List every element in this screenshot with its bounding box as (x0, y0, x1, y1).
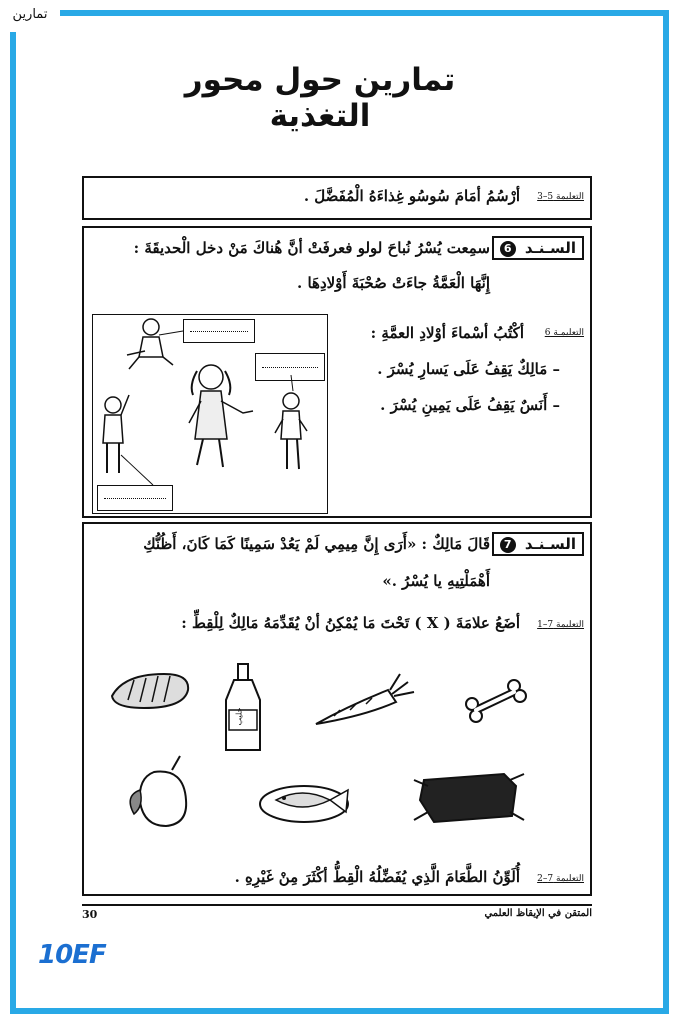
page-number: 30 (82, 908, 98, 921)
fruit-icon (130, 756, 186, 826)
children-picture (92, 314, 328, 514)
instruction-5-3-text: أرْسُمُ أمَامَ سُوسُو غِذاءَهُ الْمُفَضَّلَ . (303, 187, 520, 205)
carrot-icon (316, 674, 414, 724)
sanad-6-box (82, 226, 592, 518)
bottle-label: حليب (234, 707, 244, 726)
bread-icon (112, 674, 188, 708)
book-title: المتقن في الإيقاظ العلمي (484, 908, 592, 919)
worksheet (82, 176, 592, 926)
footer-rule (82, 904, 592, 906)
instruction-6-label: التعليمـة 6 (544, 328, 584, 338)
sanad-6-badge (492, 236, 584, 260)
corner-tag: تمارين (0, 0, 60, 32)
instruction-6-item1: – مَالِكٌ يَقِفُ عَلَى يَسارِ يُسْرَ . (377, 360, 560, 378)
bone-icon (466, 680, 526, 722)
page-title: تمارين حول محور التغذية (184, 62, 456, 134)
instruction-5-3-label: التعليمة 5–3 (537, 192, 584, 202)
instruction-5-3-box (82, 176, 592, 220)
sanad-7-number: 7 (500, 537, 516, 553)
sanad-6-line1: سمِعت يُسْرُ نُباحَ لولو فعرفَتْ أنَّ هُناكَ مَنْ دخل الْحديقَةَ : (133, 239, 490, 257)
sanad-7-line1: قَالَ مَالِكٌ : «أَرَى إِنَّ مِيمِي لَمْ يَعُدْ سَمِينًا كَمَا كَانَ، أَظُنُّكِ (143, 535, 490, 553)
instruction-7-2-label: التعليمة 7–2 (537, 874, 584, 884)
sanad-6-number: 6 (500, 241, 516, 257)
sanad-7-label: السـنـد (524, 535, 576, 553)
instruction-6-item2: – أَنَسٌ يَقِفُ عَلَى يَمِينِ يُسْرَ . (380, 396, 560, 414)
children-drawing (93, 315, 329, 515)
instruction-7-2-text: أُلَوِّنُ الطَّعَامَ الَّذِي يُفَضِّلُهُ الْقِطُّ أكْثَرَ مِنْ غَيْرِهِ . (234, 868, 520, 886)
sanad-6-line2: إِنَّهَا الْعَمَّةُ جاءَتْ صُحْبَةَ أَوْلادِهَا . (297, 274, 490, 292)
food-pictures (84, 524, 594, 898)
instruction-6-text: أكْتُبُ أسْماءَ أوْلادِ العمَّةِ : (370, 324, 524, 342)
sanad-6-label: السـنـد (524, 239, 576, 257)
fur-piece-icon (414, 774, 524, 822)
instruction-7-1-label: التعليمة 7–1 (537, 620, 584, 630)
instruction-7-1-text: أضَعُ علامَةَ ( X ) تَحْتَ مَا يُمْكِنُ أنْ يُقَدِّمَهُ مَالِكٌ لِلْقِطِّ : (181, 614, 520, 632)
sanad-7-line2: أَهْمَلْتِيهِ يا يُسْرُ .» (382, 572, 490, 590)
fish-plate-icon (260, 786, 348, 822)
sanad-7-box (82, 522, 592, 896)
logo: 10EF (38, 940, 106, 970)
